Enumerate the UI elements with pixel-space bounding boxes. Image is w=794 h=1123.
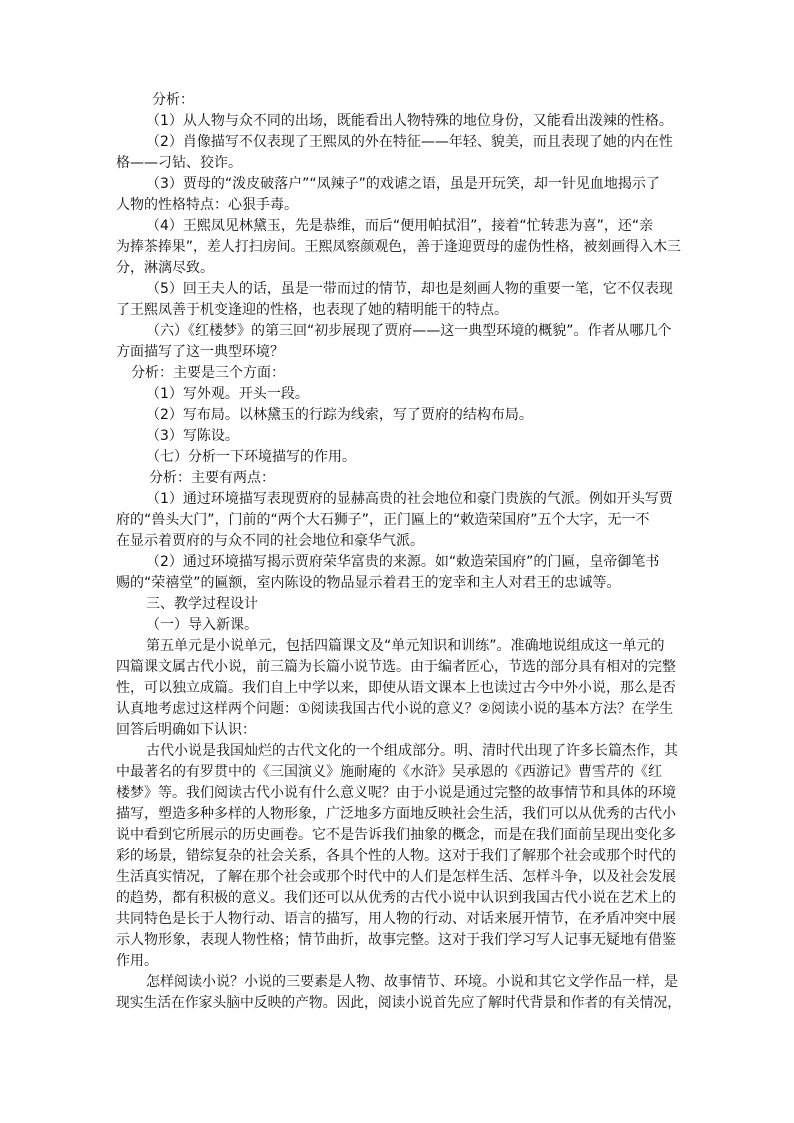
text-line: 了王熙凤善于机变逢迎的性格，也表现了她的精明能干的特点。 xyxy=(116,302,508,318)
text-line: 格——刁钻、狡诈。 xyxy=(116,155,242,171)
document-page xyxy=(116,90,681,1014)
text-line: 认真地考虑过这样两个问题：①阅读我国古代小说的意义？②阅读小说的基本方法？在学生 xyxy=(116,701,674,717)
text-line: （4）王熙凤见林黛玉，先是恭维，而后“便用帕拭泪”，接着“忙转悲为喜”，还“亲 xyxy=(146,218,654,234)
text-line: 方面描写了这一典型环境？ xyxy=(116,344,284,360)
analysis-heading: 分析：主要有两点： xyxy=(149,470,275,486)
text-line: （2）通过环境描写揭示贾府荣华富贵的来源。如“敕造荣国府”的门匾，皇帝御笔书 xyxy=(146,554,660,570)
text-line: 人物的性格特点：心狠手毒。 xyxy=(116,197,298,213)
text-line: 中最著名的有罗贯中的《三国演义》施耐庵的《水浒》吴承恩的《西游记》曹雪芹的《红 xyxy=(116,764,662,780)
question-heading: （七）分析一下环境描写的作用。 xyxy=(146,449,356,465)
text-line: 现实生活在作家头脑中反映的产物。因此，阅读小说首先应了解时代背景和作者的有关情况， xyxy=(116,995,681,1011)
text-line: （1）通过环境描写表现贾府的显赫高贵的社会地位和豪门贵族的气派。例如开头写贾 xyxy=(146,491,673,507)
text-line: 怎样阅读小说？小说的三要素是人物、故事情节、环境。小说和其它文学作品一样，是 xyxy=(146,974,678,990)
text-line: 描写，塑造多种多样的人物形象，广泛地多方面地反映社会生活，我们可以从优秀的古代小 xyxy=(116,806,676,822)
text-line: 的趋势，都有积极的意义。我们还可以从优秀的古代小说中认识到我国古代小说在艺术上的 xyxy=(116,890,676,906)
text-line: 示人物形象，表现人物性格；情节曲折，故事完整。这对于我们学习写人记事无疑地有借鉴 xyxy=(116,932,676,948)
text-line: （1）写外观。开头一段。 xyxy=(146,386,309,402)
subsection-heading: （一）导入新课。 xyxy=(146,617,258,633)
section-heading: 三、教学过程设计 xyxy=(146,596,258,612)
text-line: 在显示着贾府的与众不同的社会地位和豪华气派。 xyxy=(116,533,424,549)
text-line: 性，可以独立成篇。我们自上中学以来，即使从语文课本上也读过古今中外小说，那么是否 xyxy=(116,680,676,696)
text-line: 府的“兽头大门”，门前的“两个大石狮子”，正门匾上的“敕造荣国府”五个大字，无一不 xyxy=(116,512,650,528)
text-line: 生活真实情况，了解在那个社会或那个时代中的人们是怎样生活、怎样斗争，以及社会发展 xyxy=(116,869,676,885)
question-heading: （六）《红楼梦》的第三回“初步展现了贾府——这一典型环境的概貌”。作者从哪几个 xyxy=(146,323,672,339)
text-line: 说中看到它所展示的历史画卷。它不是告诉我们抽象的概念，而是在我们面前呈现出变化多 xyxy=(116,827,676,843)
text-line: 回答后明确如下认识： xyxy=(116,722,256,738)
text-line: 为捧茶捧果”，差人打扫房间。王熙凤察颜观色，善于逢迎贾母的虚伪性格，被刻画得入木三 xyxy=(116,239,681,255)
text-line: 楼梦》等。我们阅读古代小说有什么意义呢？由于小说是通过完整的故事情节和具体的环境 xyxy=(116,785,676,801)
text-line: 第五单元是小说单元，包括四篇课文及“单元知识和训练”。准确地说组成这一单元的 xyxy=(146,638,665,654)
text-line: 四篇课文属古代小说，前三篇为长篇小说节选。由于编者匠心，节选的部分具有相对的完整 xyxy=(116,659,676,675)
text-line: 赐的“荣禧堂”的匾额，室内陈设的物品显示着君王的宠幸和主人对君王的忠诚等。 xyxy=(116,575,621,591)
analysis-heading: 分析：主要是三个方面： xyxy=(131,365,285,381)
text-line: （3）贾母的“泼皮破落户”“凤辣子”的戏谑之语，虽是开玩笑，却一针见血地揭示了 xyxy=(146,176,660,192)
text-line: 古代小说是我国灿烂的古代文化的一个组成部分。明、清时代出现了许多长篇杰作，其 xyxy=(146,743,678,759)
text-line: 分，淋漓尽致。 xyxy=(116,260,214,276)
analysis-heading: 分析： xyxy=(152,92,194,108)
text-line: 共同特色是长于人物行动、语言的描写，用人物的行动、对话来展开情节，在矛盾冲突中展 xyxy=(116,911,676,927)
text-line: （3）写陈设。 xyxy=(146,428,239,444)
text-line: 作用。 xyxy=(116,953,158,969)
text-line: （5）回王夫人的话，虽是一带而过的情节，却也是刻画人物的重要一笔，它不仅表现 xyxy=(146,281,673,297)
text-line: （2）肖像描写不仅表现了王熙凤的外在特征——年轻、貌美，而且表现了她的内在性 xyxy=(146,134,673,150)
text-line: （2）写布局。以林黛玉的行踪为线索，写了贾府的结构布局。 xyxy=(146,407,533,423)
text-line: （1）从人物与众不同的出场，既能看出人物特殊的地位身份，又能看出泼辣的性格。 xyxy=(146,113,673,129)
text-line: 彩的场景，错综复杂的社会关系，各具个性的人物。这对于我们了解那个社会或那个时代的 xyxy=(116,848,676,864)
